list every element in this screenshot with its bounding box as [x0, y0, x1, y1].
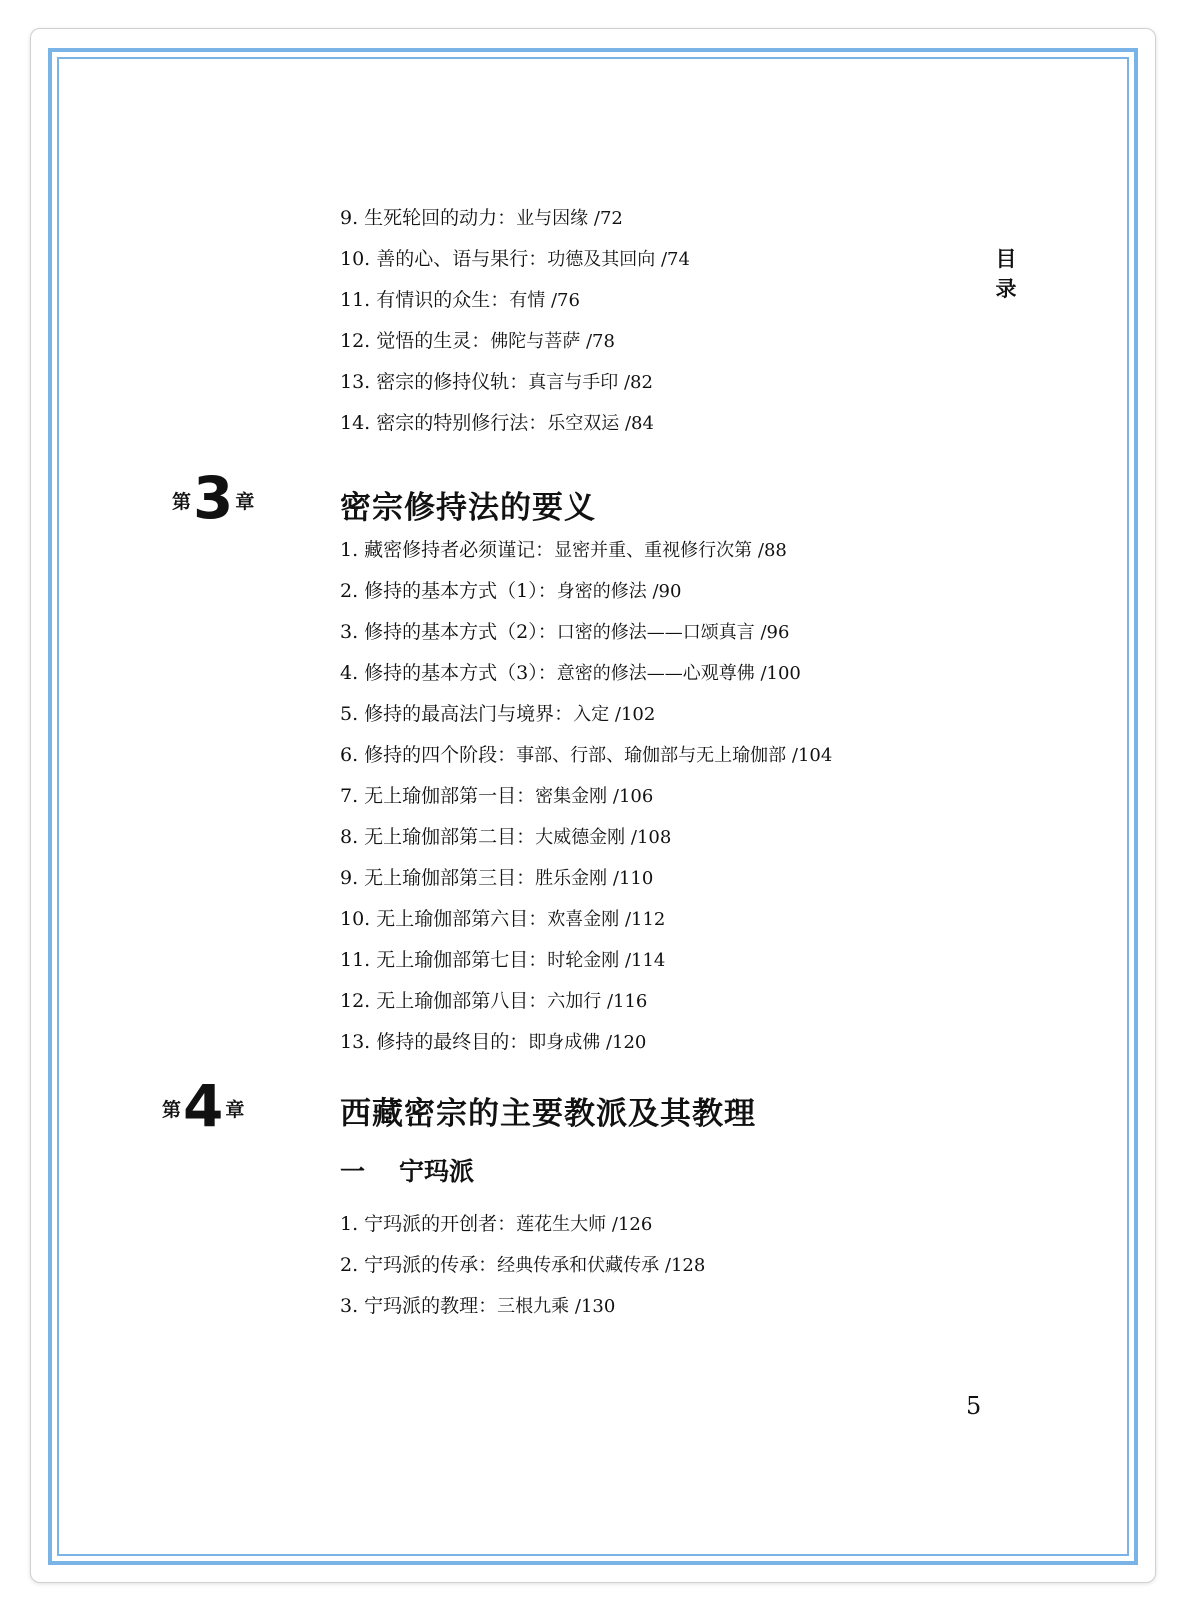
toc-entry: [340, 1286, 705, 1327]
toc-entry-title: 修持的最终目的：: [376, 1031, 529, 1053]
toc-entry-number: 4.: [340, 662, 359, 684]
toc-entry: [340, 1245, 705, 1286]
toc-list-chapter3: [340, 530, 832, 1063]
toc-entry-title: 无上瑜伽部第一目：: [364, 785, 536, 807]
toc-entry: [340, 198, 690, 239]
toc-entry-number: 3.: [340, 621, 359, 643]
toc-entry-number: 9.: [340, 867, 359, 889]
toc-entry: [340, 817, 832, 858]
side-label-contents: [994, 244, 1018, 304]
toc-entry-subtitle-page: 真言与手印 /82: [528, 372, 653, 393]
toc-entry-subtitle-page: 即身成佛 /120: [528, 1032, 647, 1053]
chapter-number: 4: [183, 1072, 224, 1140]
toc-entry: [340, 280, 690, 321]
toc-entry-subtitle-page: 事部、行部、瑜伽部与无上瑜伽部 /104: [516, 745, 833, 766]
toc-entry: [340, 403, 690, 444]
page-number: 5: [966, 1392, 982, 1420]
toc-entry-title: 修持的基本方式（1）：: [364, 580, 557, 602]
section-title: 宁玛派: [399, 1157, 475, 1186]
toc-list-chapter4: [340, 1204, 705, 1327]
toc-entry: [340, 858, 832, 899]
toc-entry: [340, 653, 832, 694]
section-number: 一: [340, 1157, 366, 1186]
toc-entry-title: 密宗的修持仪轨：: [376, 371, 529, 393]
toc-entry-title: 藏密修持者必须谨记：: [364, 539, 555, 561]
toc-entry-title: 善的心、语与果行：: [376, 248, 548, 270]
toc-entry-number: 2.: [340, 580, 359, 602]
toc-entry-title: 修持的四个阶段：: [364, 744, 517, 766]
chapter-suffix: 章: [225, 1099, 245, 1121]
toc-entry-subtitle-page: 欢喜金刚 /112: [547, 909, 666, 930]
toc-entry-subtitle-page: 佛陀与菩萨 /78: [490, 331, 615, 352]
toc-entry-subtitle-page: 时轮金刚 /114: [547, 950, 666, 971]
toc-entry-subtitle-page: 有情 /76: [509, 290, 580, 311]
toc-entry: [340, 612, 832, 653]
toc-entry: [340, 1022, 832, 1063]
toc-entry-subtitle-page: 意密的修法——心观尊佛 /100: [556, 663, 801, 684]
toc-entry-subtitle-page: 密集金刚 /106: [535, 786, 654, 807]
toc-entry: [340, 1204, 705, 1245]
chapter-number: 3: [193, 464, 234, 532]
toc-entry-title: 密宗的特别修行法：: [376, 412, 548, 434]
toc-entry-number: 14.: [340, 412, 371, 434]
toc-entry: [340, 571, 832, 612]
chapter-suffix: 章: [235, 491, 255, 513]
toc-entry-number: 1.: [340, 1213, 359, 1235]
toc-entry-number: 6.: [340, 744, 359, 766]
toc-entry-title: 无上瑜伽部第六目：: [376, 908, 548, 930]
toc-entry-number: 13.: [340, 1031, 371, 1053]
toc-entry: [340, 694, 832, 735]
toc-entry: [340, 981, 832, 1022]
toc-entry-number: 1.: [340, 539, 359, 561]
toc-entry-number: 12.: [340, 330, 371, 352]
toc-entry-number: 13.: [340, 371, 371, 393]
toc-entry-subtitle-page: 显密并重、重视修行次第 /88: [554, 540, 787, 561]
toc-entry-number: 12.: [340, 990, 371, 1012]
toc-entry-number: 9.: [340, 207, 359, 229]
toc-entry-subtitle-page: 业与因缘 /72: [516, 208, 623, 229]
toc-entry-number: 8.: [340, 826, 359, 848]
toc-entry-number: 10.: [340, 908, 371, 930]
toc-entry-subtitle-page: 身密的修法 /90: [556, 581, 682, 602]
toc-entry: [340, 321, 690, 362]
toc-entry-title: 修持的基本方式（2）：: [364, 621, 557, 643]
chapter-3-title: 密宗修持法的要义: [340, 490, 596, 526]
toc-entry-number: 11.: [340, 949, 371, 971]
toc-entry-subtitle-page: 乐空双运 /84: [547, 413, 654, 434]
chapter-3-marker: [172, 464, 254, 532]
toc-entry-number: 5.: [340, 703, 359, 725]
chapter-prefix: 第: [162, 1099, 182, 1121]
chapter-prefix: 第: [172, 491, 192, 513]
toc-entry: [340, 735, 832, 776]
chapter-4-marker: [162, 1072, 244, 1140]
toc-entry-number: 11.: [340, 289, 371, 311]
toc-entry-title: 宁玛派的教理：: [364, 1295, 498, 1317]
toc-entry: [340, 776, 832, 817]
toc-entry-title: 无上瑜伽部第七目：: [376, 949, 548, 971]
toc-entry-subtitle-page: 莲花生大师 /126: [516, 1214, 653, 1235]
toc-entry-title: 无上瑜伽部第八目：: [376, 990, 548, 1012]
toc-entry-subtitle-page: 经典传承和伏藏传承 /128: [497, 1255, 706, 1276]
side-label-char: 录: [995, 276, 1017, 301]
toc-entry-number: 10.: [340, 248, 371, 270]
toc-entry-number: 7.: [340, 785, 359, 807]
toc-entry-title: 有情识的众生：: [376, 289, 510, 311]
toc-entry-title: 宁玛派的传承：: [364, 1254, 498, 1276]
toc-entry-subtitle-page: 三根九乘 /130: [497, 1296, 616, 1317]
toc-entry: [340, 530, 832, 571]
toc-entry-title: 无上瑜伽部第三目：: [364, 867, 536, 889]
toc-entry-subtitle-page: 胜乐金刚 /110: [535, 868, 654, 889]
toc-entry-subtitle-page: 大威德金刚 /108: [535, 827, 672, 848]
toc-entry: [340, 940, 832, 981]
toc-entry-number: 2.: [340, 1254, 359, 1276]
toc-list-chapter2-continued: [340, 198, 690, 444]
toc-entry: [340, 239, 690, 280]
chapter-4-title: 西藏密宗的主要教派及其教理: [340, 1096, 756, 1132]
toc-entry: [340, 362, 690, 403]
toc-entry: [340, 899, 832, 940]
toc-entry-title: 无上瑜伽部第二目：: [364, 826, 536, 848]
side-label-char: 目: [995, 246, 1017, 271]
toc-entry-title: 修持的最高法门与境界：: [364, 703, 574, 725]
toc-entry-title: 修持的基本方式（3）：: [364, 662, 557, 684]
toc-entry-subtitle-page: 六加行 /116: [547, 991, 648, 1012]
toc-entry-subtitle-page: 口密的修法——口颂真言 /96: [556, 622, 790, 643]
toc-entry-subtitle-page: 入定 /102: [573, 704, 656, 725]
section-heading-nyingma: [340, 1152, 474, 1188]
toc-entry-title: 宁玛派的开创者：: [364, 1213, 517, 1235]
toc-entry-subtitle-page: 功德及其回向 /74: [547, 249, 690, 270]
toc-entry-title: 生死轮回的动力：: [364, 207, 517, 229]
toc-entry-number: 3.: [340, 1295, 359, 1317]
toc-entry-title: 觉悟的生灵：: [376, 330, 491, 352]
